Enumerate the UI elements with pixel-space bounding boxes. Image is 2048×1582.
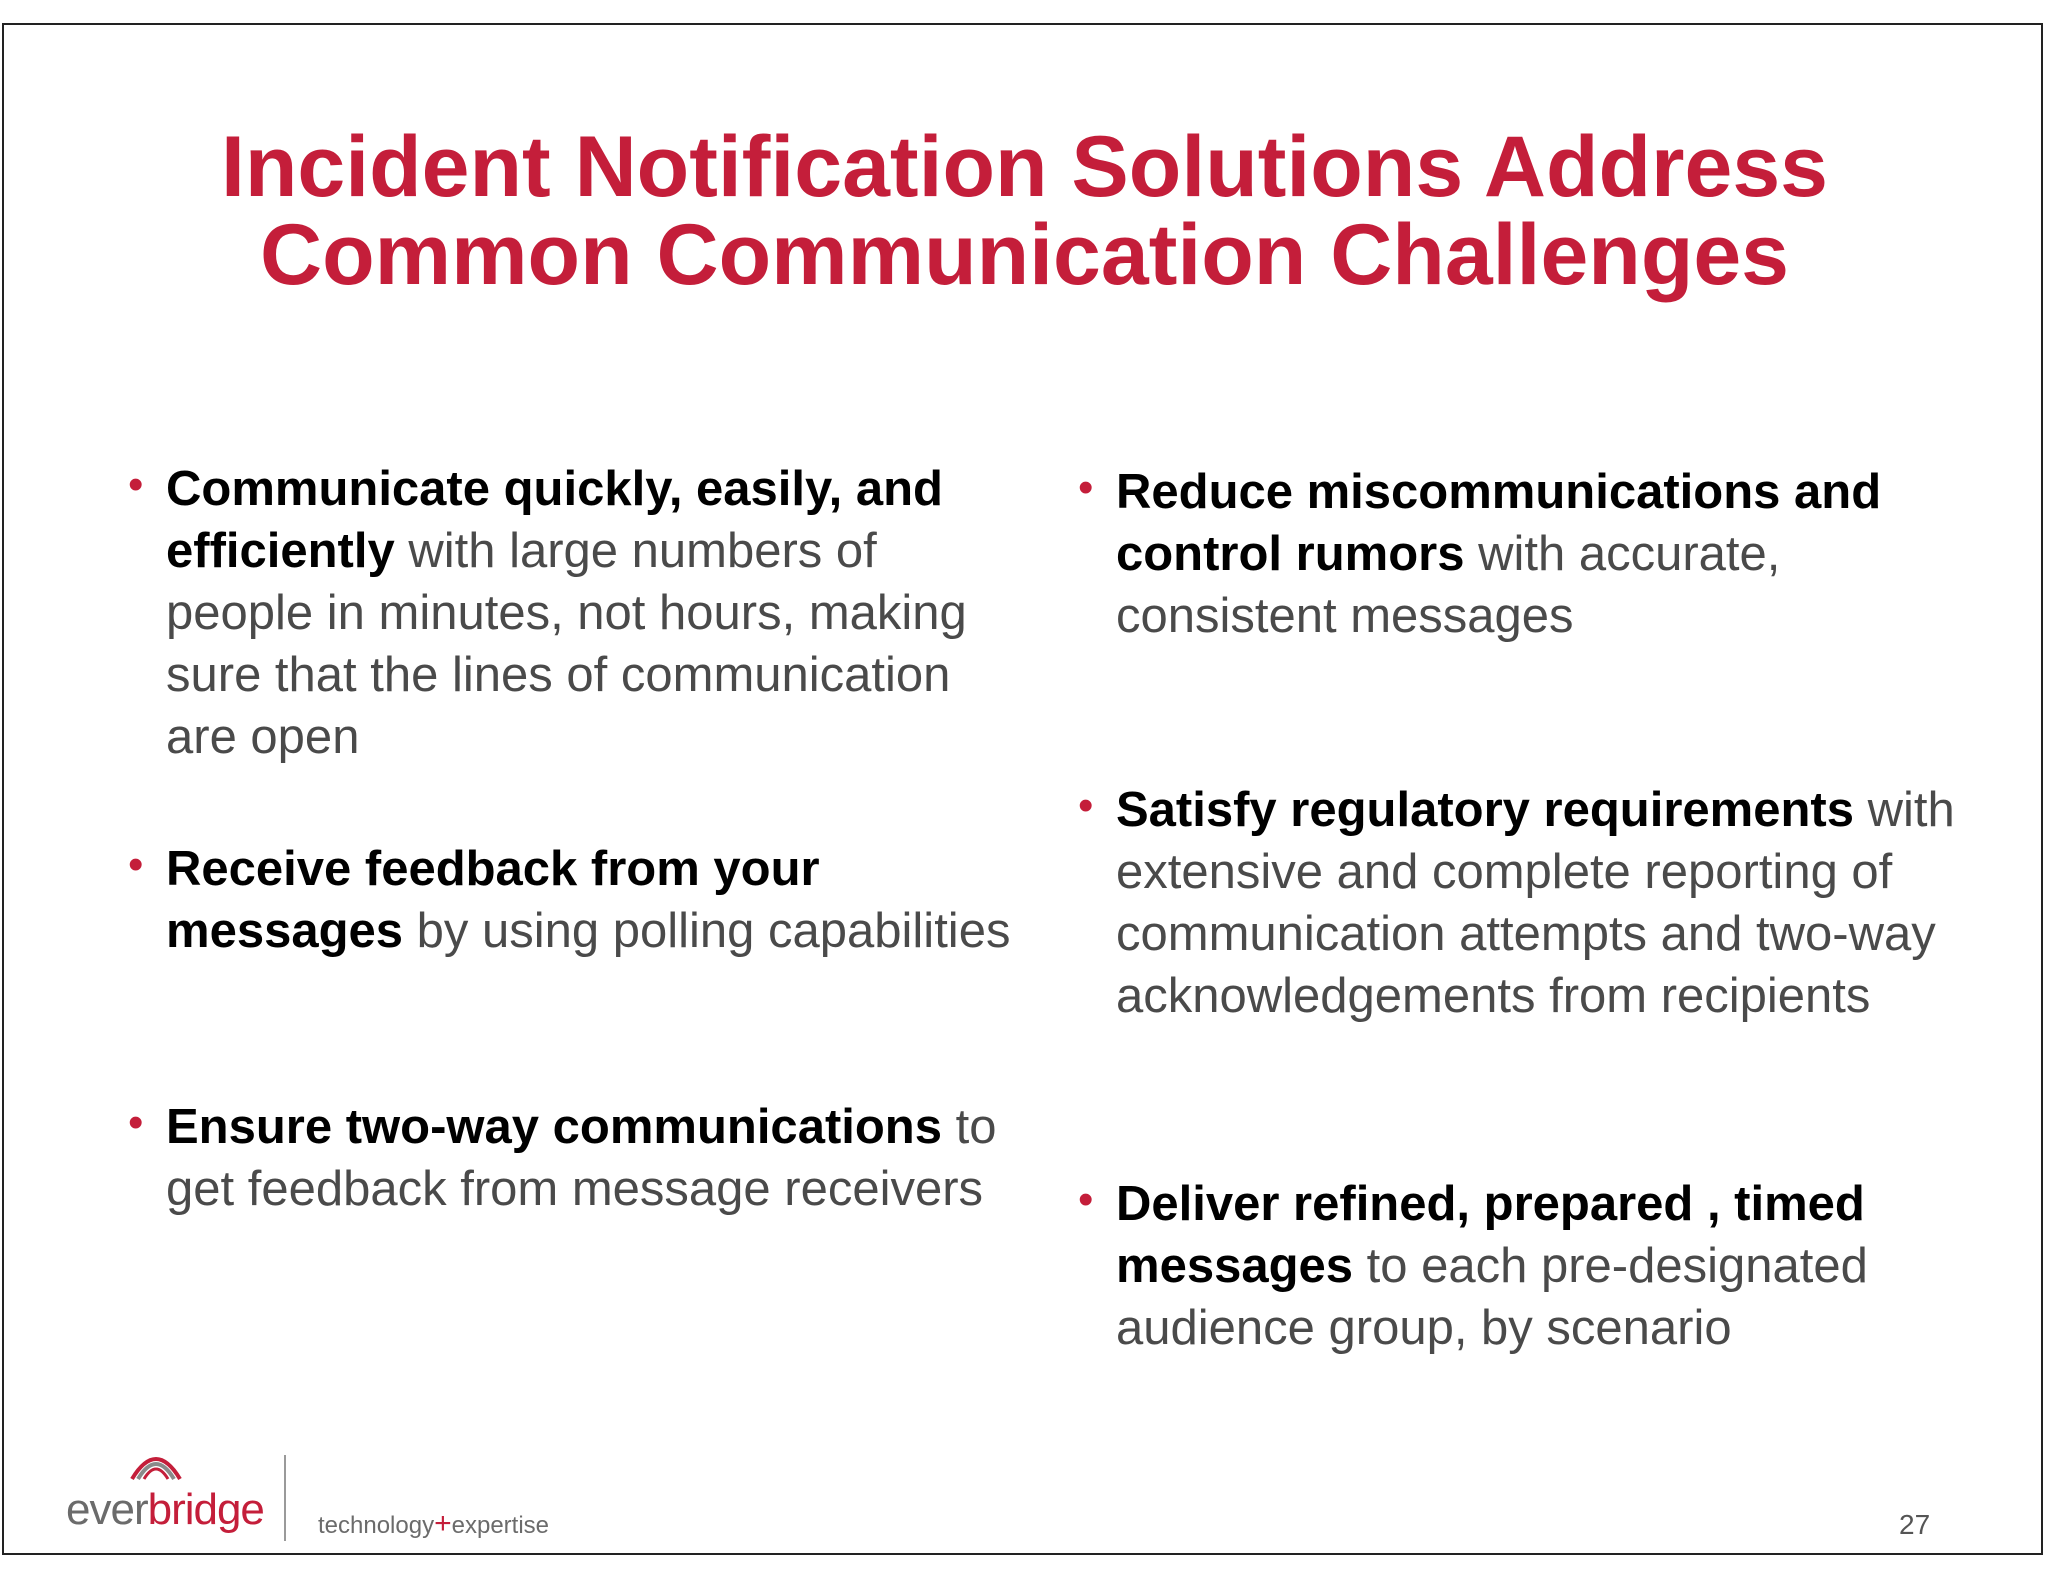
page-number: 27 [1899,1509,1931,1540]
tagline [318,1507,549,1541]
bullet-body-text: with large numbers of people in minutes, not hours, making sure that the lines of communication are open [166,524,967,764]
bullet-item [124,1096,1024,1220]
logo-ever-text: ever [66,1485,148,1534]
bullet-bold-text: Satisfy regulatory requirements [1116,783,1854,837]
bullet-bold-text: Receive feedback from your messages [166,842,820,958]
bullet-body-text: to each pre-designated audience group, by scenario [1116,1239,1868,1355]
bullet-dot-icon: • [128,1098,144,1147]
bullet-body-text: to get feedback from message receivers [166,1100,997,1216]
logo-bridge-text: bridge [147,1485,264,1534]
everbridge-logo [66,1435,266,1545]
bullet-dot-icon: • [1078,1175,1094,1224]
tagline-right: expertise [451,1512,550,1539]
bullet-body-text: with extensive and complete reporting of communication attempts and two-way acknowledgements from recipients [1116,783,1955,1023]
bullet-bold-text: Communicate quickly, easily, and efficiently [166,462,943,578]
bullet-bold-text: Reduce miscommunications and control rumors [1116,465,1882,581]
slide [2,23,2043,1555]
tagline-left: technology [318,1512,435,1539]
bullet-item [124,458,1024,768]
slide-title [4,119,2045,303]
bullet-body-text: with accurate, consistent messages [1116,527,1781,643]
bullet-item [124,838,1024,962]
bullet-bold-text: Deliver refined, prepared , timed messages [1116,1177,1865,1293]
bullet-item [1074,779,1974,1027]
bullet-dot-icon: • [128,840,144,889]
bullet-item [1074,1173,1974,1359]
bullet-dot-icon: • [128,460,144,509]
slide-title-line-1: Incident Notification Solutions Address [221,119,1828,215]
footer-divider [284,1455,286,1541]
bullet-dot-icon: • [1078,781,1094,830]
slide-title-line-2: Common Communication Challenges [259,207,1790,303]
bullet-dot-icon: • [1078,463,1094,512]
bridge-arch-icon [128,1435,184,1481]
bullet-item [1074,461,1974,647]
bullet-body-text: by using polling capabilities [403,904,1011,958]
logo-wordmark [66,1485,264,1535]
bullet-bold-text: Ensure two-way communications [166,1100,942,1154]
tagline-plus-icon: + [434,1507,452,1540]
